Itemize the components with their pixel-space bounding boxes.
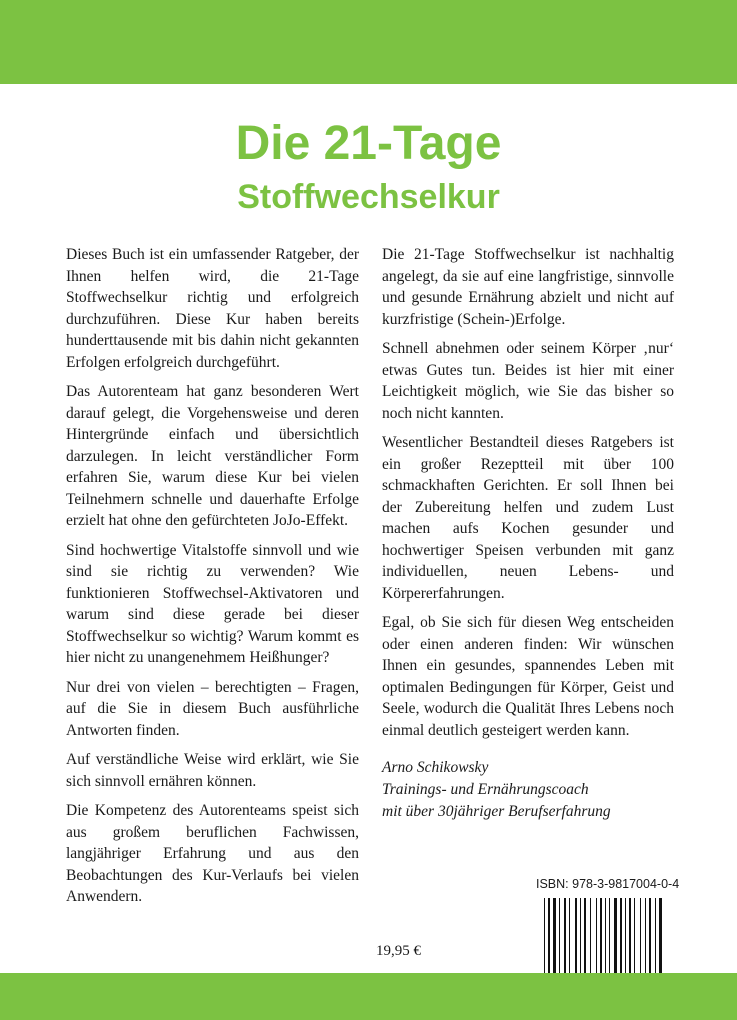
paragraph: Das Autorenteam hat ganz besonderen Wert darauf gelegt, die Vorgehensweise und deren Hintergründe einfach und übersichtlich darzulegen. In leicht verständlicher Form erfahren Sie, warum diese Kur bei vielen Teilnehmern schnelle und dauerhafte Erfolge erzielt hat ohne den gefürchteten JoJo-Effekt. xyxy=(66,383,359,529)
author-experience: mit über 30jähriger Berufserfahrung xyxy=(382,803,611,820)
barcode-bar xyxy=(584,898,586,976)
barcode-bar xyxy=(659,898,662,976)
author-signature xyxy=(382,757,674,823)
right-text-column xyxy=(382,244,674,823)
isbn-label: ISBN: 978-3-9817004-0-4 xyxy=(536,877,680,891)
book-title: Die 21-Tage xyxy=(235,117,502,170)
barcode-bar xyxy=(569,898,570,976)
barcode-bar xyxy=(605,898,606,976)
paragraph: Die 21-Tage Stoffwechselkur ist nachhaltig angelegt, da sie auf eine langfristige, sinnvolle und gesunde Ernährung abzielt und nicht auf kurzfristige (Schein-)Erfolge. xyxy=(382,246,674,328)
paragraph: Egal, ob Sie sich für diesen Weg entscheiden oder einen anderen finden: Wir wünschen Ihnen ein gesundes, spannendes Leben mit optimalen Bedingungen für Körper, Geist und Seele, wodurch die Qualität Ihres Lebens noch einmal deutlich gesteigert werden kann. xyxy=(382,614,674,739)
barcode-bar xyxy=(655,898,656,976)
paragraph: Sind hochwertige Vitalstoffe sinnvoll und wie sind sie richtig zu verwenden? Wie funktionieren Stoffwechsel-Aktivatoren und warum sind diese gerade bei dieser Stoffwechselkur so wichtig? Warum kommt es hier nicht zu unangenehmem Heißhunger? xyxy=(66,541,359,666)
barcode-bar xyxy=(645,898,646,976)
barcode-bar xyxy=(575,898,577,976)
barcode-bar xyxy=(600,898,602,976)
barcode-bar xyxy=(548,898,550,982)
paragraph: Dieses Buch ist ein umfassender Ratgeber, der Ihnen helfen wird, die 21-Tage Stoffwechselkur richtig und erfolgreich durchzuführen. Diese Kur haben bereits hunderttausende mit bis dahin nicht gekannten Erfolgen erfolgreich durchgeführt. xyxy=(66,246,359,371)
barcode-bar xyxy=(553,898,556,976)
barcode-bar xyxy=(634,898,635,976)
bottom-green-band xyxy=(0,973,737,1020)
paragraph: Wesentlicher Bestandteil dieses Ratgebers ist ein großer Rezeptteil mit über 100 schmackhaften Gerichten. Er soll Ihnen bei der Zubereitung helfen und zudem Lust machen aufs Kochen gesunder und hochwertiger Speisen verbunden mit ganz individuellen, neuen Lebens- und Körpererfahrungen. xyxy=(382,434,674,602)
barcode-bar xyxy=(564,898,566,976)
barcode-bar xyxy=(590,898,591,976)
barcode-icon xyxy=(542,898,666,982)
barcode-bar xyxy=(596,898,597,976)
paragraph: Auf verständliche Weise wird erklärt, wie Sie sich sinnvoll ernähren können. xyxy=(66,751,359,790)
author-name: Arno Schikowsky xyxy=(382,759,489,776)
left-text-column xyxy=(66,244,359,916)
barcode-bar xyxy=(649,898,651,976)
barcode-bar xyxy=(544,898,545,982)
barcode-bar xyxy=(620,898,622,976)
paragraph: Die Kompetenz des Autorenteams speist sich aus großem beruflichen Fachwissen, langjähriger Erfahrung und aus den Beobachtungen des Kur-Verlaufs bei vielen Anwendern. xyxy=(66,802,359,905)
author-role: Trainings- und Ernährungscoach xyxy=(382,781,589,798)
barcode-bar xyxy=(629,898,631,976)
barcode-bar xyxy=(580,898,581,976)
paragraph: Nur drei von vielen – berechtigten – Fragen, auf die Sie in diesem Buch ausführliche Antworten finden. xyxy=(66,678,359,739)
paragraph: Schnell abnehmen oder seinem Körper ‚nur‘ etwas Gutes tun. Beides ist hier mit einer Leichtigkeit möglich, wie Sie das bisher so noch nicht kannten. xyxy=(382,340,674,422)
price-label: 19,95 € xyxy=(376,943,421,959)
book-subtitle: Stoffwechselkur xyxy=(237,178,500,216)
barcode-bar xyxy=(625,898,626,976)
barcode-bar xyxy=(559,898,560,976)
barcode-bar xyxy=(609,898,610,976)
barcode-bar xyxy=(614,898,617,982)
top-green-band xyxy=(0,0,737,84)
barcode-bar xyxy=(640,898,641,976)
